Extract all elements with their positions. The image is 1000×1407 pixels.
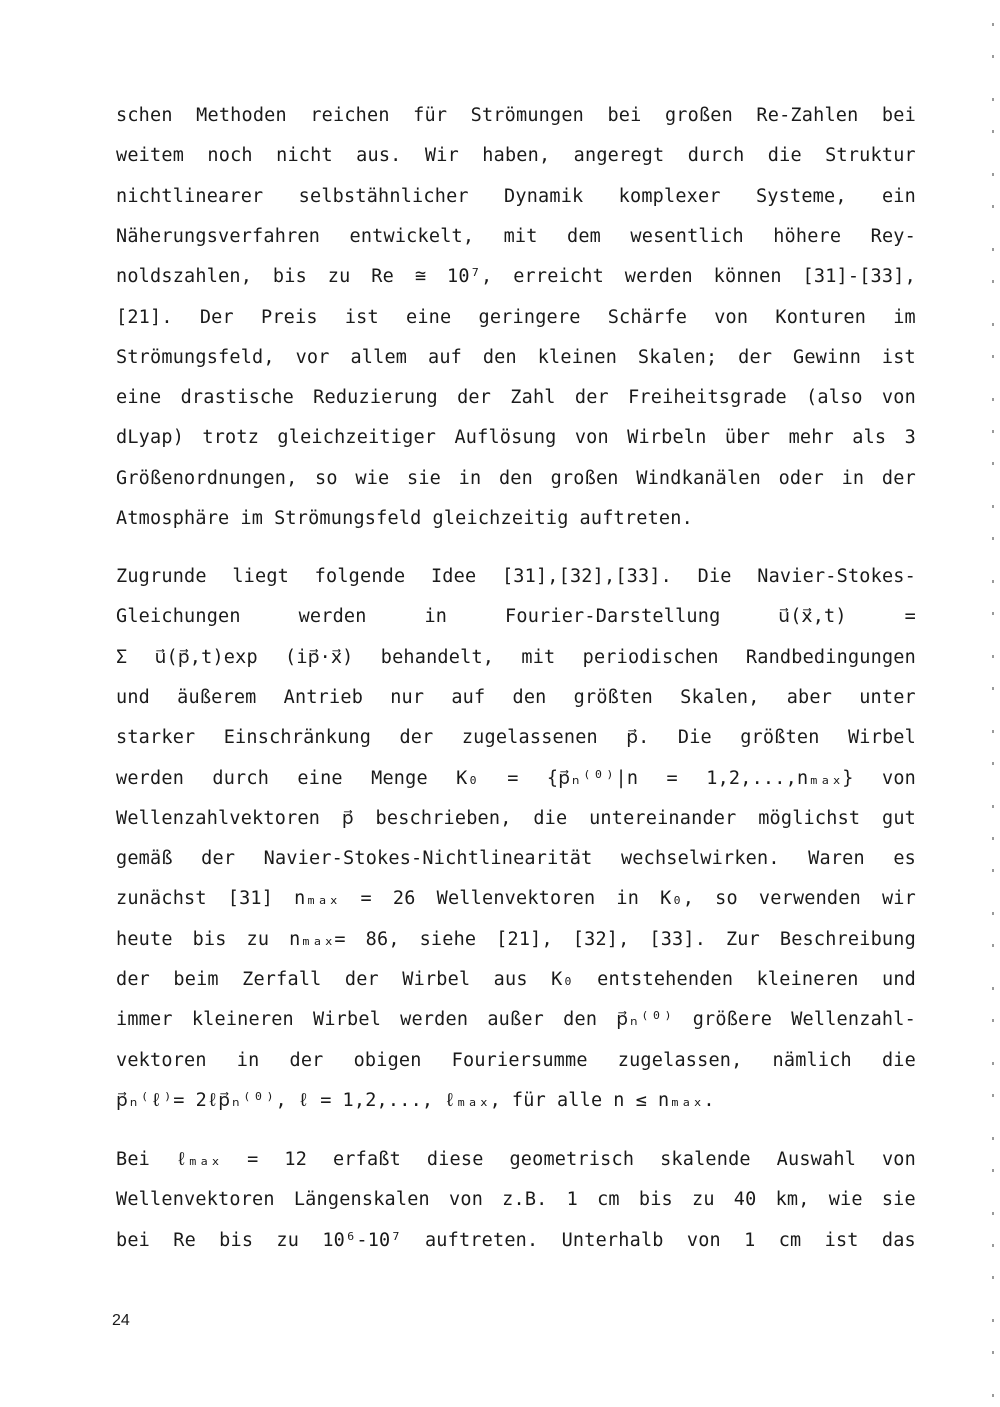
scan-dot: [992, 55, 994, 58]
scan-dot: [992, 987, 994, 990]
text-line: schen Methoden reichen für Strömungen bei großen Re-Zahlen bei: [116, 105, 916, 126]
scan-dot: [992, 869, 994, 872]
text-line: immer kleineren Wirbel werden außer den p⃗ₙ⁽⁰⁾ größere Wellenzahl-: [116, 1009, 916, 1031]
scan-dot: [992, 1019, 994, 1022]
scan-dot: [992, 762, 994, 765]
scan-dot: [992, 1394, 994, 1397]
scan-dot: [992, 655, 994, 658]
text-line: zunächst [31] nₘₐₓ = 26 Wellenvektoren in K₀, so verwenden wir: [116, 888, 916, 910]
text-line: Näherungsverfahren entwickelt, mit dem wesentlich höhere Rey-: [116, 225, 916, 247]
scan-edge-artifact: [992, 0, 996, 1407]
scan-dot: [992, 612, 994, 615]
scan-dot: [992, 98, 994, 101]
text-line: vektoren in der obigen Fouriersumme zugelassen, nämlich die: [116, 1049, 916, 1071]
text-line: starker Einschränkung der zugelassenen p⃗. Die größten Wirbel: [116, 727, 916, 749]
scan-dot: [992, 837, 994, 840]
text-line: Σ u⃗(p⃗,t)exp (ip⃗·x⃗) behandelt, mit periodischen Randbedingungen: [116, 646, 916, 668]
scan-dot: [992, 323, 994, 326]
text-line: bei Re bis zu 10⁶-10⁷ auftreten. Unterhalb von 1 cm ist das: [116, 1229, 916, 1251]
scan-dot: [992, 1276, 994, 1279]
page-number: 24: [112, 1312, 130, 1329]
text-line: Atmosphäre im Strömungsfeld gleichzeitig auftreten.: [116, 508, 693, 529]
text-line: der beim Zerfall der Wirbel aus K₀ entstehenden kleineren und: [116, 969, 916, 990]
text-line: Gleichungen werden in Fourier-Darstellung u⃗(x⃗,t) =: [116, 606, 916, 628]
scan-dot: [992, 1351, 994, 1354]
scan-dot: [992, 355, 994, 358]
text-line: werden durch eine Menge K₀ = {p⃗ₙ⁽⁰⁾|n = 1,2,...,nₘₐₓ} von: [116, 767, 916, 789]
text-line: dLyap) trotz gleichzeitiger Auflösung von Wirbeln über mehr als 3: [116, 427, 916, 449]
scan-dot: [992, 430, 994, 433]
scan-dot: [992, 687, 994, 690]
scan-dot: [992, 805, 994, 808]
scan-dot: [992, 730, 994, 733]
text-line: Größenordnungen, so wie sie in den großen Windkanälen oder in der: [116, 467, 916, 489]
scan-dot: [992, 1094, 994, 1097]
scan-dot: [992, 205, 994, 208]
scan-dot: [992, 1212, 994, 1215]
scan-dot: [992, 1137, 994, 1140]
text-line: und äußerem Antrieb nur auf den größten Skalen, aber unter: [116, 686, 916, 708]
text-line: [21]. Der Preis ist eine geringere Schärfe von Konturen im: [116, 306, 916, 328]
scan-dot: [992, 173, 994, 176]
scan-dot: [992, 537, 994, 540]
scan-dot: [992, 23, 994, 26]
scan-dot: [992, 505, 994, 508]
text-line: p⃗ₙ⁽ℓ⁾= 2ℓp⃗ₙ⁽⁰⁾, ℓ = 1,2,..., ℓₘₐₓ, für alle n ≤ nₘₐₓ.: [116, 1089, 715, 1111]
scan-dot: [992, 944, 994, 947]
text-line: heute bis zu nₘₐₓ= 86, siehe [21], [32], [33]. Zur Beschreibung: [116, 928, 916, 950]
text-line: Zugrunde liegt folgende Idee [31],[32],[33]. Die Navier-Stokes-: [116, 566, 916, 587]
text-line: Wellenzahlvektoren p⃗ beschrieben, die untereinander möglichst gut: [116, 807, 916, 829]
text-line: Bei ℓₘₐₓ = 12 erfaßt diese geometrisch skalende Auswahl von: [116, 1149, 916, 1170]
text-line: gemäß der Navier-Stokes-Nichtlinearität wechselwirken. Waren es: [116, 848, 916, 870]
text-line: weitem noch nicht aus. Wir haben, angeregt durch die Struktur: [116, 145, 916, 167]
scan-dot: [992, 1062, 994, 1065]
text-line: Strömungsfeld, vor allem auf den kleinen Skalen; der Gewinn ist: [116, 346, 916, 368]
scan-dot: [992, 130, 994, 133]
text-line: eine drastische Reduzierung der Zahl der Freiheitsgrade (also von: [116, 387, 916, 409]
text-line: Wellenvektoren Längenskalen von z.B. 1 cm bis zu 40 km, wie sie: [116, 1189, 916, 1211]
scan-dot: [992, 248, 994, 251]
scan-dot: [992, 462, 994, 465]
text-line: noldszahlen, bis zu Re ≅ 10⁷, erreicht werden können [31]-[33],: [116, 266, 916, 288]
scan-dot: [992, 1319, 994, 1322]
scan-dot: [992, 280, 994, 283]
scan-dot: [992, 398, 994, 401]
scan-dot: [992, 912, 994, 915]
text-line: nichtlinearer selbstähnlicher Dynamik komplexer Systeme, ein: [116, 185, 916, 207]
scan-dot: [992, 1169, 994, 1172]
scan-dot: [992, 1244, 994, 1247]
scan-dot: [992, 580, 994, 583]
